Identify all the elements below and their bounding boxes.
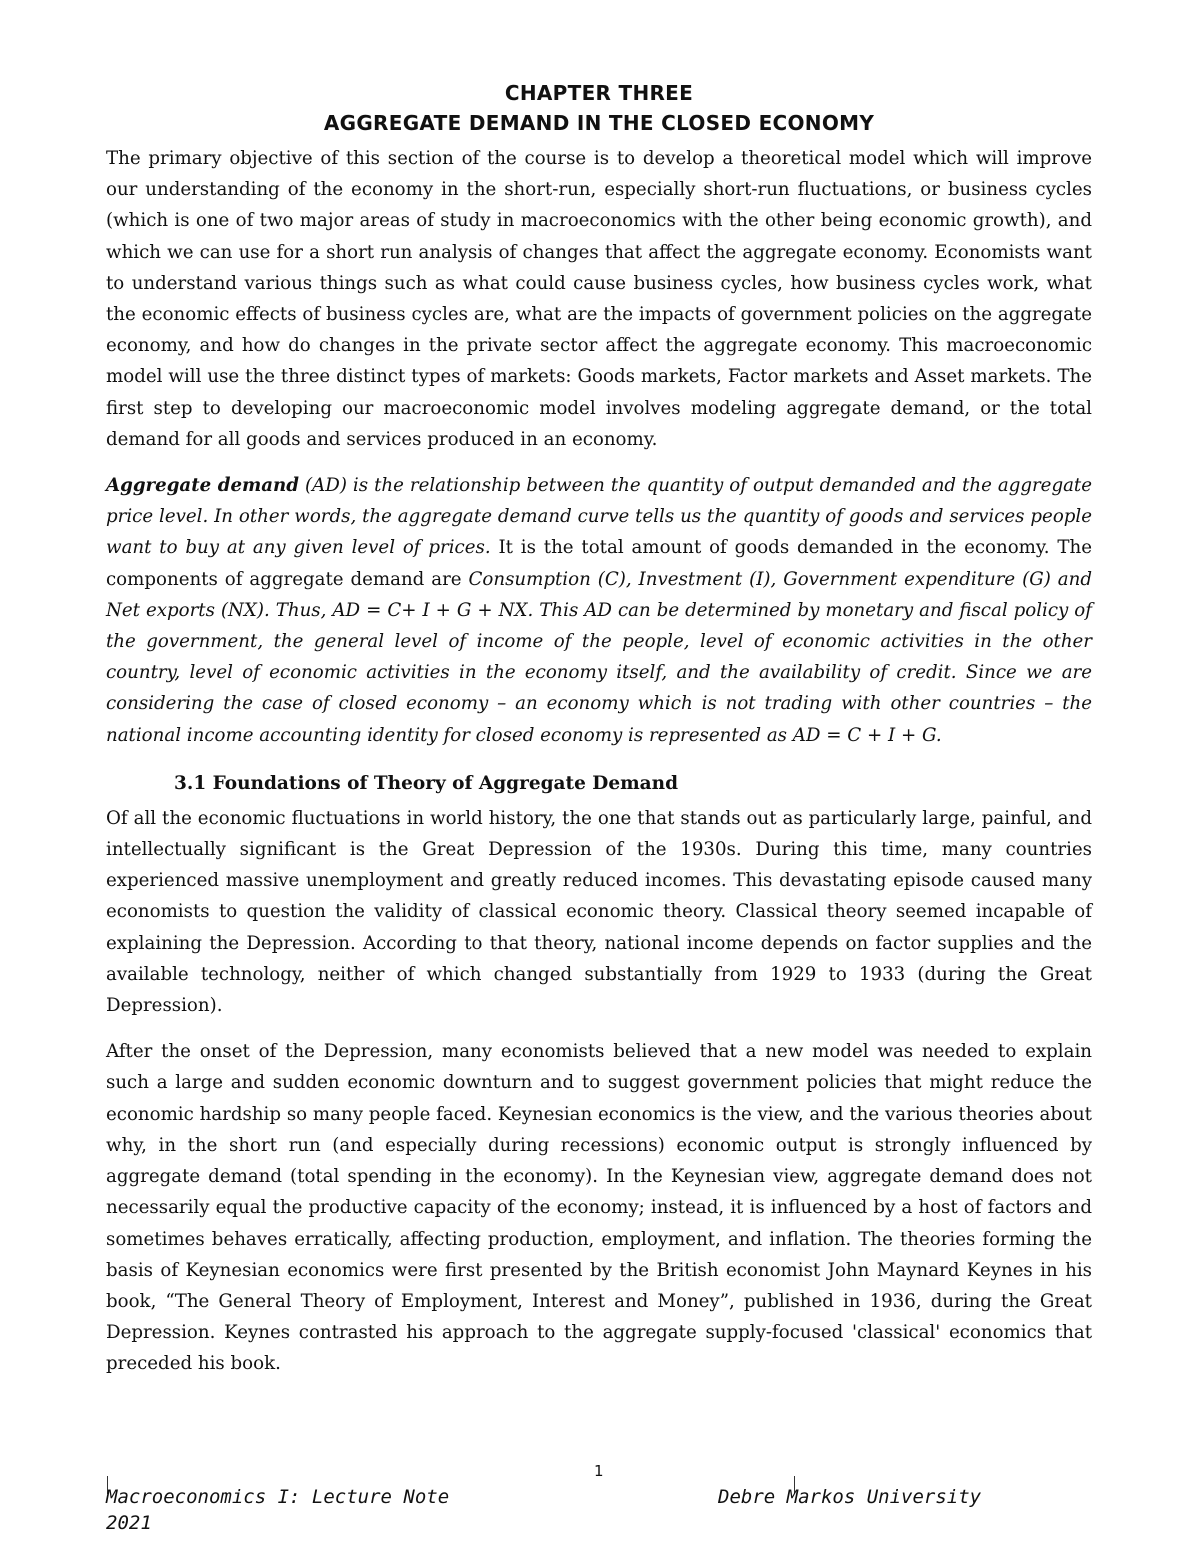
ad-term: Aggregate demand bbox=[106, 475, 299, 497]
intro-paragraph: The primary objective of this section of the course is to develop a theoretical model which will improve our understanding of the economy in the short-run, especially short-run fluctuations, or business cycles (which is one of two major areas of study in macroeconomics with the other being economic growth), and which we can use for a short run analysis of changes that affect the aggregate economy. Economists want to understand various things such as what could cause business cycles, how business cycles work, what the economic effects of business cycles are, what are the impacts of government policies on the aggregate economy, and how do changes in the private sector affect the aggregate economy. This macroeconomic model will use the three distinct types of markets: Goods markets, Factor markets and Asset markets. The first step to developing our macroeconomic model involves modeling aggregate demand, or the total demand for all goods and services produced in an economy. bbox=[106, 148, 1092, 450]
aggregate-demand-paragraph bbox=[106, 470, 1092, 751]
ad-definition-text: (AD) is the relationship between the quantity of output demanded and the aggregate price level. In other words, the aggregate demand curve tells us the quantity of goods and services people want to buy at any given level of prices. bbox=[106, 475, 1093, 559]
ad-components-text: Consumption (C), Investment (I), Government expenditure (G) and Net exports (NX). Thus, AD = C+ I + G + NX. This AD can be determined by monetary and fiscal policy of the government, the general level of income of the people, level of economic activities in the other country, level of economic activities in the economy itself, and the availability of credit. Since we are considering the case of closed economy – an economy which is not trading with other countries – the national income accounting identity for closed economy is represented as AD = C + I + G. bbox=[106, 568, 1092, 746]
chapter-title: AGGREGATE DEMAND IN THE CLOSED ECONOMY bbox=[323, 111, 875, 135]
footer-course-label: Macroeconomics I: Lecture Note 2021 bbox=[106, 1486, 450, 1534]
page-number: 1 bbox=[594, 1462, 604, 1480]
great-depression-paragraph: Of all the economic fluctuations in world history, the one that stands out as particularly large, painful, and intellectually significant is the Great Depression of the 1930s. During this time, many countries experienced massive unemployment and greatly reduced incomes. This devastating episode caused many economists to question the validity of classical economic theory. Classical theory seemed incapable of explaining the Depression. According to that theory, national income depends on factor supplies and the available technology, neither of which changed substantially from 1929 to 1933 (during the Great Depression). bbox=[106, 807, 1092, 1017]
chapter-number: CHAPTER THREE bbox=[504, 81, 694, 105]
footer-university-label: Debre Markos University bbox=[718, 1486, 982, 1508]
page-footer bbox=[0, 1462, 1200, 1542]
keynesian-paragraph: After the onset of the Depression, many economists believed that a new model was needed to explain such a large and sudden economic downturn and to suggest government policies that might reduce the economic hardship so many people faced. Keynesian economics is the view, and the various theories about why, in the short run (and especially during recessions) economic output is strongly influenced by aggregate demand (total spending in the economy). In the Keynesian view, aggregate demand does not necessarily equal the productive capacity of the economy; instead, it is influenced by a host of factors and sometimes behaves erratically, affecting production, employment, and inflation. The theories forming the basis of Keynesian economics were first presented by the British economist John Maynard Keynes in his book, “The General Theory of Employment, Interest and Money”, published in 1936, during the Great Depression. Keynes contrasted his approach to the aggregate supply-focused 'classical' economics that preceded his book. bbox=[106, 1041, 1092, 1375]
document-page bbox=[106, 78, 1092, 1380]
ad-plain-text: It is the total amount of goods demanded in the economy. The components of aggregate demand are bbox=[106, 537, 1092, 590]
section-heading: 3.1 Foundations of Theory of Aggregate Demand bbox=[174, 772, 679, 794]
chapter-heading bbox=[106, 78, 1092, 138]
